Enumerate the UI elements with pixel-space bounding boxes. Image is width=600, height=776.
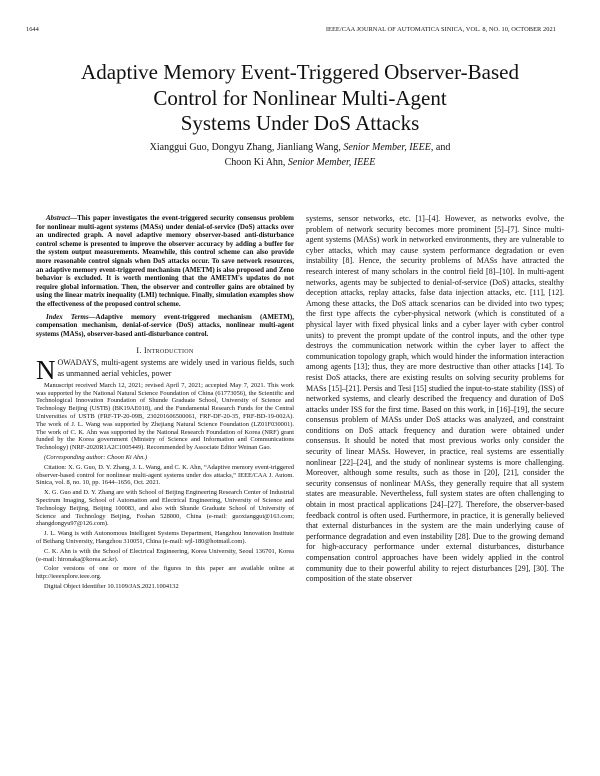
author-names: Xianggui Guo, Dongyu Zhang, Jianliang Wang, [149, 142, 344, 153]
author-line [0, 155, 600, 170]
footnotes [36, 382, 294, 591]
author-names: Choon Ki Ahn, [224, 157, 288, 168]
footnote: Citation: X. G. Guo, D. Y. Zhang, J. L. Wang, and C. K. Ahn, “Adaptive memory event-triggered observer-based control for nonlinear multi-agent systems under dos attacks,” IEEE/CAA J. Autom. Sinica, vol. 8, no. 10, pp. 1644–1656, Oct. 2021. [36, 463, 294, 487]
drop-cap: N [36, 355, 56, 386]
index-terms-text: —Adaptive memory event-triggered mechanism (AMETM), compensation mechanism, denial-of-service (DoS) attacks, nonlinear multi-agent systems (MASs), observer-based anti-disturbance control. [36, 312, 294, 338]
index-terms-label: Index Terms [46, 312, 89, 321]
author-conj: , and [430, 142, 451, 153]
running-header [26, 26, 556, 38]
section-number: I. [136, 346, 142, 356]
author-role: Senior Member, IEEE [287, 157, 376, 168]
author-list [0, 140, 600, 170]
left-column [36, 214, 294, 591]
title-line: Control for Nonlinear Multi-Agent [153, 85, 447, 110]
intro-text: , multi-agent systems are widely used in various fields, such as unmanned aerial vehicles, power [57, 358, 294, 378]
body-paragraph: systems, sensor networks, etc. [1]–[4]. However, as networks evolve, the problem of network security becomes more prominent [5]–[7]. Since multi-agent systems (MASs) work in networked environments, they are vulnerable to cyber attacks, which may cause system performance degradation or even instability [8]. Hence, the security problems of MASs have attracted the research interest of many scholars in the control field [8]–[10]. In multi-agent networks, agents may be subjected to denial-of-service (DoS) attacks, stealthy deception attacks, replay attacks, false data injection attacks, etc. [11], [12]. Among these attacks, the DoS attack scenarios can be divided into two types; the first type affects the cyber-physical network (which is constituted of a physical layer with fixed physical links and a cyber layer with cyber control units) to prevent the prompt update of the control inputs, and the other type destroys the communication network within the cyber layer to affect the communication topology graph, which would hinder the information interaction among agents [13]; thus, they are more destructive than other attacks [14]. To resist DoS attacks, there are existing results on solving security problems for MASs [15]–[21]. Persis and Tesi [15] studied the input-to-state stability (ISS) of networked systems, and clearly described the frequency and duration of DoS attacks under ISS for the first time. Based on this work, in [16]–[19], the secure consensus problem of MASs under DoS attacks was analyzed, and constraint conditions on DoS attack frequency and duration were obtained under consensus. It should be noted that most previous works only consider the security of linear MASs. However, in practice, real systems are essentially nonlinear [22]–[24], and the study of nonlinear systems is more challenging. Moreover, although some results, such as those in [20], [21], consider the security consensus of nonlinear MASs, they generally require that all system states are measurable. Nevertheless, full system states are often challenging to obtain in most practical applications [24]–[27]. Therefore, the observer-based feedback control is often used. Furthermore, in practice, it is generally believed that external disturbances in the system are the main underlying cause of performance degradation and even instability [28]. Due to the growing demand for high-accuracy performance under external disturbances, disturbance compensation control approaches have been widely applied in the control community due to their powerful ability to reject disturbances [29], [30]. The composition of the state observer [306, 214, 564, 584]
author-line [0, 140, 600, 155]
section-heading [36, 346, 294, 355]
title-line: Adaptive Memory Event-Triggered Observer-Based [81, 60, 519, 84]
author-role: Senior Member, IEEE [343, 142, 431, 153]
title-line: Systems Under DoS Attacks [180, 111, 420, 135]
abstract-label: Abstract [46, 214, 71, 222]
section-title: Introduction [143, 346, 194, 356]
footnote: Manuscript received March 12, 2021; revised April 7, 2021; accepted May 7, 2021. This work was supported by the National Natural Science Foundation of China (61773056), the Scientific and Technological Innovation Foundation of Shunde Graduate School, University of Science and Technology Beijing (USTB) (BK19AE018), and the Fundamental Research Funds for the Central Universities of USTB (FRF-TP-20-09B, 230201606500061, FRF-DF-20-35, FRF-BD-19-002A). The work of J. L. Wang was supported by Zhejiang Natural Science Foundation (LZ01F030001). The work of C. K. Ahn was supported by the National Research Foundation of Korea (NRF) grant funded by the Korea government (Ministry of Science and Information and Communications Technology) (NRF-2020R1A2C1005449). Recommended by Associate Editor Weinan Gao. [36, 381, 294, 452]
footnote: J. L. Wang is with Autonomous Intelligent Systems Department, Hangzhou Innovation Institute of Beihang University, Hangzhou 310051, China (e-mail: wjl-180@hotmail.com). [36, 530, 294, 545]
paper-title [0, 60, 600, 137]
footnote: C. K. Ahn is with the School of Electrical Engineering, Korea University, Seoul 136701, Korea (e-mail: hironaka@korea.ac.kr). [36, 547, 294, 563]
footnote: X. G. Guo and D. Y. Zhang are with School of Beijing Engineering Research Center of Industrial Spectrum Imaging, School of Automation and Electrical Engineering, University of Science and Technology Beijing, Beijing 100083, and also with Shunde Graduate School of University of Science and Technology Beijing, Foshan 528000, China (e-mail: guoxianggui@163.com; zhangdongyu97@126.com). [36, 489, 294, 528]
intro-paragraph [36, 355, 294, 386]
footnote: (Corresponding author: Choon Ki Ahn.) [44, 453, 148, 461]
right-column [306, 214, 564, 585]
footnote: Color versions of one or more of the figures in this paper are available online at http://ieeexplore.ieee.org. [36, 565, 294, 581]
index-terms [36, 313, 294, 339]
abstract [36, 214, 294, 309]
journal-name: IEEE/CAA JOURNAL OF AUTOMATICA SINICA, VOL. 8, NO. 10, OCTOBER 2021 [325, 26, 556, 33]
first-word-rest: OWADAYS [57, 358, 97, 368]
footnote: Digital Object Identifier 10.1109/JAS.2021.1004132 [44, 582, 179, 590]
page-number: 1644 [26, 26, 39, 33]
abstract-text: —This paper investigates the event-triggered security consensus problem for nonlinear multi-agent systems (MASs) under denial-of-service (DoS) attacks over an undirected graph. A novel adaptive memory observer-based anti-disturbance control scheme is presented to improve the observer accuracy by adding a buffer for the system output measurements. Meanwhile, this control scheme can also provide more reasonable control signals when DoS attacks occur. To save network resources, an adaptive memory event-triggered mechanism (AMETM) is also proposed and Zeno behavior is excluded. It is worth mentioning that the AMETM's updates do not require global information. Then, the observer and controller gains are obtained by using the linear matrix inequality (LMI) technique. Finally, simulation examples show the effectiveness of the proposed control scheme. [36, 214, 294, 308]
